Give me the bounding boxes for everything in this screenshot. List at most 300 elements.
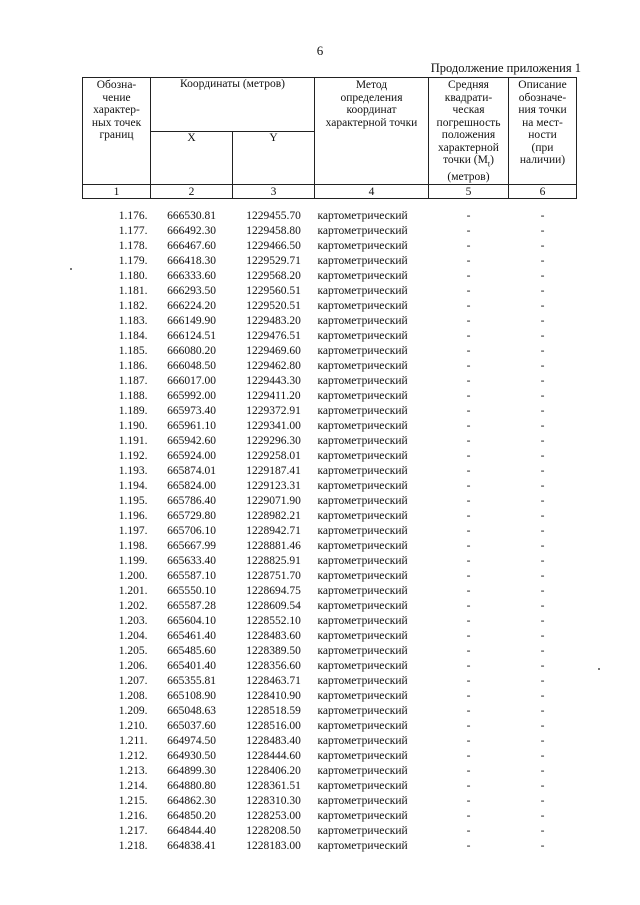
method-cell: картометрический <box>317 300 408 313</box>
mean-square-error-cell: - <box>466 375 471 388</box>
method-cell: картометрический <box>317 285 408 298</box>
point-id-cell: 1.192. <box>118 450 148 463</box>
coord-y-cell: 1228881.46 <box>246 540 301 553</box>
point-id-cell: 1.193. <box>118 465 148 478</box>
table-row <box>83 719 577 734</box>
coord-x-cell: 665973.40 <box>167 405 216 418</box>
coord-x-cell: 664930.50 <box>167 750 216 763</box>
mean-square-error-cell: - <box>466 705 471 718</box>
method-cell: картометрический <box>317 690 408 703</box>
point-description-cell: - <box>540 690 545 703</box>
table-row <box>83 329 577 344</box>
method-cell: картометрический <box>317 270 408 283</box>
point-id-cell: 1.185. <box>118 345 148 358</box>
column-number-5: 5 <box>429 185 509 199</box>
point-id-cell: 1.176. <box>118 210 148 223</box>
point-description-cell: - <box>540 465 545 478</box>
point-id-cell: 1.190. <box>118 420 148 433</box>
table-row <box>83 689 577 704</box>
method-cell: картометрический <box>317 330 408 343</box>
scan-speck <box>598 668 600 670</box>
coord-x-cell: 666124.51 <box>167 330 216 343</box>
point-id-cell: 1.207. <box>118 675 148 688</box>
header-error-unit: ) (метров) <box>447 154 494 183</box>
table-row <box>83 464 577 479</box>
point-description-cell: - <box>540 750 545 763</box>
coord-y-cell: 1228483.40 <box>246 735 301 748</box>
coord-y-cell: 1228183.00 <box>246 840 301 853</box>
point-id-cell: 1.211. <box>119 735 148 748</box>
coord-y-cell: 1229483.20 <box>246 315 301 328</box>
point-description-cell: - <box>540 480 545 493</box>
coord-y-cell: 1228518.59 <box>246 705 301 718</box>
mean-square-error-cell: - <box>466 720 471 733</box>
coord-y-cell: 1229469.60 <box>246 345 301 358</box>
table-row <box>83 434 577 449</box>
point-description-cell: - <box>540 570 545 583</box>
point-id-cell: 1.217. <box>118 825 148 838</box>
mean-square-error-cell: - <box>466 465 471 478</box>
header-method-text: Метод определения координат характерной точки <box>325 79 418 129</box>
method-cell: картометрический <box>317 660 408 673</box>
point-id-cell: 1.188. <box>118 390 148 403</box>
method-cell: картометрический <box>317 615 408 628</box>
coord-x-cell: 665706.10 <box>167 525 216 538</box>
method-cell: картометрический <box>317 570 408 583</box>
coord-y-cell: 1229568.20 <box>246 270 301 283</box>
table-row <box>83 199 577 225</box>
table-row <box>83 344 577 359</box>
point-description-cell: - <box>540 315 545 328</box>
table-row <box>83 554 577 569</box>
mean-square-error-cell: - <box>466 315 471 328</box>
mean-square-error-cell: - <box>466 675 471 688</box>
table-row <box>83 539 577 554</box>
table-row <box>83 764 577 779</box>
mean-square-error-cell: - <box>466 690 471 703</box>
point-description-cell: - <box>540 210 545 223</box>
point-description-cell: - <box>540 630 545 643</box>
coord-x-cell: 665824.00 <box>167 480 216 493</box>
point-id-cell: 1.200. <box>118 570 148 583</box>
mean-square-error-cell: - <box>466 810 471 823</box>
point-id-cell: 1.198. <box>118 540 148 553</box>
mean-square-error-cell: - <box>466 210 471 223</box>
method-cell: картометрический <box>317 465 408 478</box>
header-mean-square-error <box>429 78 509 185</box>
table-row <box>83 659 577 674</box>
coord-y-cell: 1229462.80 <box>246 360 301 373</box>
table-row <box>83 629 577 644</box>
coord-y-cell: 1228406.20 <box>246 765 301 778</box>
point-id-cell: 1.218. <box>118 840 148 853</box>
point-description-cell: - <box>540 225 545 238</box>
point-id-cell: 1.179. <box>118 255 148 268</box>
point-description-cell: - <box>540 720 545 733</box>
table-row <box>83 779 577 794</box>
coord-y-cell: 1229258.01 <box>246 450 301 463</box>
header-method <box>315 78 429 185</box>
header-y: Y <box>233 131 315 185</box>
coord-x-cell: 665550.10 <box>167 585 216 598</box>
method-cell: картометрический <box>317 765 408 778</box>
coord-y-cell: 1228389.50 <box>246 645 301 658</box>
method-cell: картометрический <box>317 405 408 418</box>
method-cell: картометрический <box>317 510 408 523</box>
mean-square-error-cell: - <box>466 255 471 268</box>
mean-square-error-cell: - <box>466 840 471 853</box>
point-description-cell: - <box>540 810 545 823</box>
method-cell: картометрический <box>317 360 408 373</box>
coord-y-cell: 1228825.91 <box>246 555 301 568</box>
coord-x-cell: 664850.20 <box>167 810 216 823</box>
point-id-cell: 1.177. <box>118 225 148 238</box>
method-cell: картометрический <box>317 435 408 448</box>
point-id-cell: 1.182. <box>118 300 148 313</box>
coord-x-cell: 665924.00 <box>167 450 216 463</box>
coord-x-cell: 665587.10 <box>167 570 216 583</box>
header-description <box>509 78 577 185</box>
method-cell: картометрический <box>317 600 408 613</box>
mean-square-error-cell: - <box>466 555 471 568</box>
method-cell: картометрический <box>317 720 408 733</box>
mean-square-error-cell: - <box>466 540 471 553</box>
column-number-3: 3 <box>233 185 315 199</box>
point-description-cell: - <box>540 495 545 508</box>
method-cell: картометрический <box>317 315 408 328</box>
table-row <box>83 809 577 824</box>
point-description-cell: - <box>540 705 545 718</box>
point-id-cell: 1.214. <box>118 780 148 793</box>
coord-x-cell: 666224.20 <box>167 300 216 313</box>
table-row <box>83 419 577 434</box>
point-description-cell: - <box>540 615 545 628</box>
point-description-cell: - <box>540 405 545 418</box>
table-row <box>83 509 577 524</box>
mean-square-error-cell: - <box>466 780 471 793</box>
table-row <box>83 254 577 269</box>
table-row <box>83 614 577 629</box>
method-cell: картометрический <box>317 540 408 553</box>
coord-y-cell: 1228410.90 <box>246 690 301 703</box>
method-cell: картометрический <box>317 495 408 508</box>
coord-y-cell: 1229443.30 <box>246 375 301 388</box>
table-row <box>83 494 577 509</box>
mean-square-error-cell: - <box>466 420 471 433</box>
coord-x-cell: 665604.10 <box>167 615 216 628</box>
table-row <box>83 839 577 854</box>
point-id-cell: 1.206. <box>118 660 148 673</box>
point-description-cell: - <box>540 435 545 448</box>
header-x: X <box>151 131 233 185</box>
table-row <box>83 239 577 254</box>
point-description-cell: - <box>540 285 545 298</box>
coord-y-cell: 1229455.70 <box>246 210 301 223</box>
point-id-cell: 1.212. <box>118 750 148 763</box>
mean-square-error-cell: - <box>466 240 471 253</box>
coord-y-cell: 1229529.71 <box>246 255 301 268</box>
point-id-cell: 1.196. <box>118 510 148 523</box>
method-cell: картометрический <box>317 795 408 808</box>
method-cell: картометрический <box>317 840 408 853</box>
method-cell: картометрический <box>317 555 408 568</box>
coord-y-cell: 1229296.30 <box>246 435 301 448</box>
mean-square-error-cell: - <box>466 570 471 583</box>
coord-x-cell: 665355.81 <box>167 675 216 688</box>
mean-square-error-cell: - <box>466 390 471 403</box>
table-row <box>83 314 577 329</box>
mean-square-error-cell: - <box>466 285 471 298</box>
point-description-cell: - <box>540 345 545 358</box>
coord-x-cell: 665048.63 <box>167 705 216 718</box>
coord-x-cell: 665633.40 <box>167 555 216 568</box>
point-id-cell: 1.194. <box>118 480 148 493</box>
coord-y-cell: 1228552.10 <box>246 615 301 628</box>
method-cell: картометрический <box>317 390 408 403</box>
point-id-cell: 1.191. <box>118 435 148 448</box>
point-description-cell: - <box>540 450 545 463</box>
table-row <box>83 569 577 584</box>
table-row <box>83 794 577 809</box>
method-cell: картометрический <box>317 240 408 253</box>
point-description-cell: - <box>540 675 545 688</box>
coord-x-cell: 665992.00 <box>167 390 216 403</box>
coord-y-cell: 1229458.80 <box>246 225 301 238</box>
header-error-text: Средняя квадрати- ческая погрешность положения характерной точки (M <box>436 79 501 166</box>
point-description-cell: - <box>540 360 545 373</box>
coord-x-cell: 664838.41 <box>167 840 216 853</box>
column-number-1: 1 <box>83 185 151 199</box>
coord-y-cell: 1229466.50 <box>246 240 301 253</box>
coordinates-table <box>82 77 577 854</box>
point-id-cell: 1.209. <box>118 705 148 718</box>
table-row <box>83 404 577 419</box>
point-id-cell: 1.210. <box>118 720 148 733</box>
mean-square-error-cell: - <box>466 330 471 343</box>
table-row <box>83 599 577 614</box>
coord-y-cell: 1229520.51 <box>246 300 301 313</box>
mean-square-error-cell: - <box>466 600 471 613</box>
mean-square-error-cell: - <box>466 435 471 448</box>
point-id-cell: 1.205. <box>118 645 148 658</box>
point-description-cell: - <box>540 735 545 748</box>
point-description-cell: - <box>540 375 545 388</box>
coord-y-cell: 1228694.75 <box>246 585 301 598</box>
table-body <box>83 199 577 855</box>
method-cell: картометрический <box>317 375 408 388</box>
method-cell: картометрический <box>317 735 408 748</box>
continuation-note: Продолжение приложения 1 <box>430 61 581 75</box>
coord-x-cell: 665108.90 <box>167 690 216 703</box>
coord-x-cell: 666048.50 <box>167 360 216 373</box>
scan-speck <box>70 268 72 270</box>
point-id-cell: 1.203. <box>118 615 148 628</box>
coord-y-cell: 1228463.71 <box>246 675 301 688</box>
mean-square-error-cell: - <box>466 750 471 763</box>
coord-y-cell: 1229476.51 <box>246 330 301 343</box>
point-description-cell: - <box>540 795 545 808</box>
point-description-cell: - <box>540 765 545 778</box>
mean-square-error-cell: - <box>466 615 471 628</box>
point-id-cell: 1.186. <box>118 360 148 373</box>
header-point-designation <box>83 78 151 185</box>
mean-square-error-cell: - <box>466 270 471 283</box>
coord-y-cell: 1228356.60 <box>246 660 301 673</box>
method-cell: картометрический <box>317 450 408 463</box>
coord-x-cell: 664880.80 <box>167 780 216 793</box>
coord-y-cell: 1228444.60 <box>246 750 301 763</box>
table-row <box>83 374 577 389</box>
coord-y-cell: 1228516.00 <box>246 720 301 733</box>
coord-y-cell: 1229411.20 <box>246 390 301 403</box>
table-row <box>83 299 577 314</box>
point-description-cell: - <box>540 840 545 853</box>
point-description-cell: - <box>540 255 545 268</box>
mean-square-error-cell: - <box>466 450 471 463</box>
coord-x-cell: 665874.01 <box>167 465 216 478</box>
point-description-cell: - <box>540 780 545 793</box>
table-row <box>83 224 577 239</box>
table-row <box>83 674 577 689</box>
table-row <box>83 284 577 299</box>
coord-x-cell: 665667.99 <box>167 540 216 553</box>
method-cell: картометрический <box>317 585 408 598</box>
point-description-cell: - <box>540 300 545 313</box>
coord-y-cell: 1229071.90 <box>246 495 301 508</box>
header-description-text: Описание обозначе- ния точки на мест- ности (при наличии) <box>518 79 567 166</box>
method-cell: картометрический <box>317 825 408 838</box>
coord-y-cell: 1228208.50 <box>246 825 301 838</box>
point-description-cell: - <box>540 825 545 838</box>
point-id-cell: 1.201. <box>118 585 148 598</box>
mean-square-error-cell: - <box>466 660 471 673</box>
table-row <box>83 269 577 284</box>
coord-x-cell: 665786.40 <box>167 495 216 508</box>
table-row <box>83 824 577 839</box>
coord-y-cell: 1229372.91 <box>246 405 301 418</box>
coord-x-cell: 664899.30 <box>167 765 216 778</box>
point-description-cell: - <box>540 270 545 283</box>
coord-y-cell: 1229560.51 <box>246 285 301 298</box>
method-cell: картометрический <box>317 630 408 643</box>
coord-x-cell: 666080.20 <box>167 345 216 358</box>
mean-square-error-cell: - <box>466 525 471 538</box>
point-description-cell: - <box>540 525 545 538</box>
method-cell: картометрический <box>317 750 408 763</box>
point-id-cell: 1.195. <box>118 495 148 508</box>
coord-y-cell: 1229187.41 <box>246 465 301 478</box>
coord-x-cell: 664844.40 <box>167 825 216 838</box>
coord-y-cell: 1228609.54 <box>246 600 301 613</box>
column-number-4: 4 <box>315 185 429 199</box>
method-cell: картометрический <box>317 210 408 223</box>
column-number-2: 2 <box>151 185 233 199</box>
method-cell: картометрический <box>317 525 408 538</box>
point-id-cell: 1.199. <box>118 555 148 568</box>
point-id-cell: 1.184. <box>118 330 148 343</box>
coord-x-cell: 665485.60 <box>167 645 216 658</box>
column-number-6: 6 <box>509 185 577 199</box>
coord-x-cell: 666492.30 <box>167 225 216 238</box>
coord-x-cell: 666530.81 <box>167 210 216 223</box>
coord-y-cell: 1228751.70 <box>246 570 301 583</box>
header-error-subscript: t <box>487 159 491 169</box>
point-id-cell: 1.204. <box>118 630 148 643</box>
mean-square-error-cell: - <box>466 645 471 658</box>
table-row <box>83 584 577 599</box>
method-cell: картометрический <box>317 255 408 268</box>
mean-square-error-cell: - <box>466 300 471 313</box>
table-row <box>83 704 577 719</box>
coord-x-cell: 665587.28 <box>167 600 216 613</box>
mean-square-error-cell: - <box>466 495 471 508</box>
mean-square-error-cell: - <box>466 735 471 748</box>
table-row <box>83 734 577 749</box>
point-description-cell: - <box>540 420 545 433</box>
coord-x-cell: 666333.60 <box>167 270 216 283</box>
coord-x-cell: 665961.10 <box>167 420 216 433</box>
coord-x-cell: 666418.30 <box>167 255 216 268</box>
point-description-cell: - <box>540 540 545 553</box>
header-point-designation-text: Обозна- чение характер- ных точек границ <box>91 79 142 141</box>
coord-x-cell: 666293.50 <box>167 285 216 298</box>
table-row <box>83 449 577 464</box>
method-cell: картометрический <box>317 645 408 658</box>
method-cell: картометрический <box>317 675 408 688</box>
coord-x-cell: 666017.00 <box>167 375 216 388</box>
mean-square-error-cell: - <box>466 825 471 838</box>
mean-square-error-cell: - <box>466 630 471 643</box>
header-coordinates: Координаты (метров) <box>151 78 315 132</box>
method-cell: картометрический <box>317 420 408 433</box>
coord-y-cell: 1228253.00 <box>246 810 301 823</box>
coord-y-cell: 1228982.21 <box>246 510 301 523</box>
point-description-cell: - <box>540 585 545 598</box>
point-id-cell: 1.180. <box>118 270 148 283</box>
point-description-cell: - <box>540 240 545 253</box>
method-cell: картометрический <box>317 225 408 238</box>
coord-x-cell: 664974.50 <box>167 735 216 748</box>
point-id-cell: 1.178. <box>118 240 148 253</box>
mean-square-error-cell: - <box>466 225 471 238</box>
coord-x-cell: 666467.60 <box>167 240 216 253</box>
coord-x-cell: 664862.30 <box>167 795 216 808</box>
point-id-cell: 1.181. <box>118 285 148 298</box>
coord-y-cell: 1229123.31 <box>246 480 301 493</box>
mean-square-error-cell: - <box>466 510 471 523</box>
coord-x-cell: 665729.80 <box>167 510 216 523</box>
coord-y-cell: 1229341.00 <box>246 420 301 433</box>
coord-y-cell: 1228942.71 <box>246 525 301 538</box>
point-description-cell: - <box>540 555 545 568</box>
mean-square-error-cell: - <box>466 795 471 808</box>
coord-x-cell: 666149.90 <box>167 315 216 328</box>
method-cell: картометрический <box>317 345 408 358</box>
point-id-cell: 1.183. <box>118 315 148 328</box>
method-cell: картометрический <box>317 480 408 493</box>
mean-square-error-cell: - <box>466 480 471 493</box>
table-row <box>83 389 577 404</box>
point-id-cell: 1.216. <box>118 810 148 823</box>
coord-x-cell: 665037.60 <box>167 720 216 733</box>
coord-x-cell: 665461.40 <box>167 630 216 643</box>
table-row <box>83 359 577 374</box>
point-id-cell: 1.215. <box>118 795 148 808</box>
table-row <box>83 479 577 494</box>
point-id-cell: 1.213. <box>118 765 148 778</box>
method-cell: картометрический <box>317 705 408 718</box>
mean-square-error-cell: - <box>466 405 471 418</box>
